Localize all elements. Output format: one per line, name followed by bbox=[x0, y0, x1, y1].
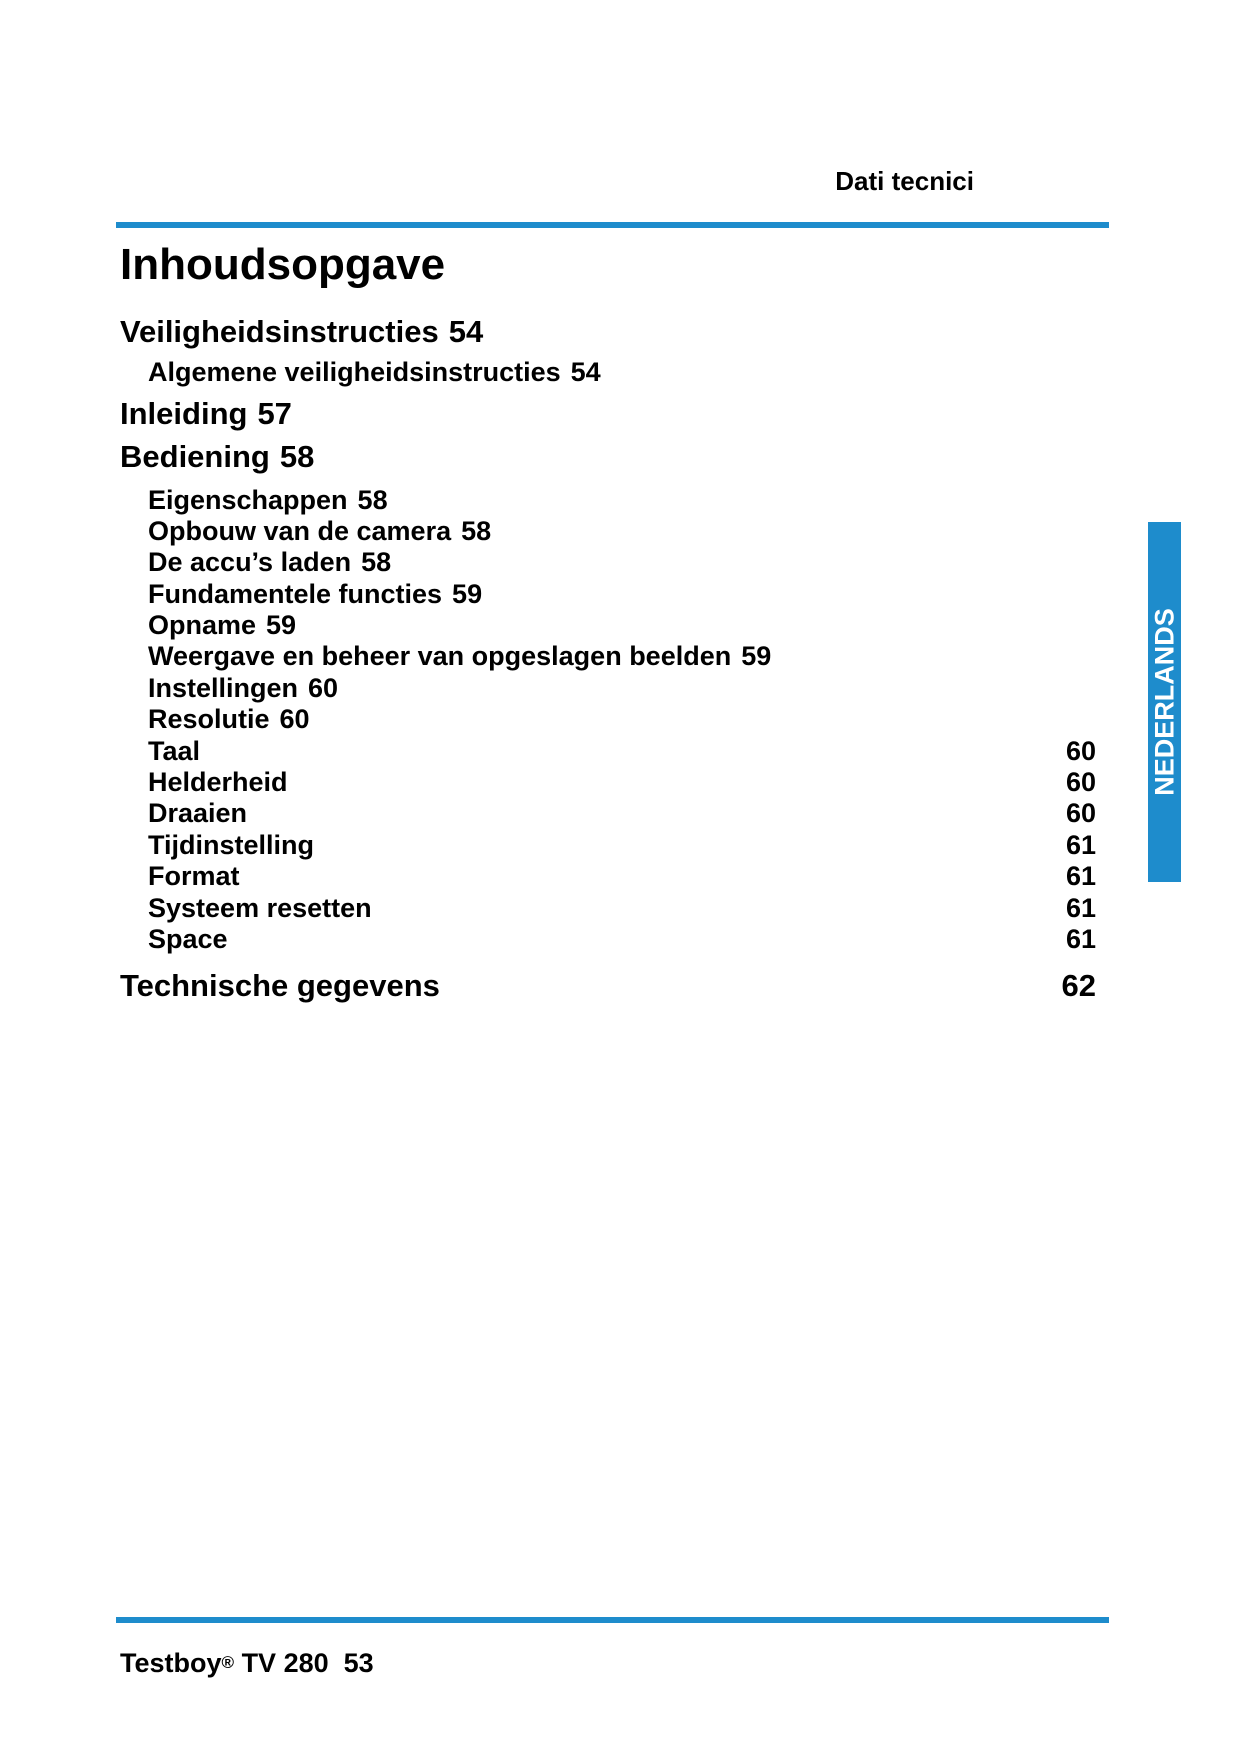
toc-entry-instellingen[interactable]: Instellingen 60 bbox=[148, 673, 339, 703]
toc-entry-resolutie[interactable]: Resolutie 60 bbox=[148, 704, 310, 734]
footer-rule bbox=[116, 1617, 1109, 1623]
toc-page-helderheid: 60 bbox=[1065, 767, 1096, 797]
toc-entry-technische-gegevens[interactable]: Technische gegevens bbox=[120, 968, 440, 1003]
toc-entry-inleiding[interactable]: Inleiding 57 bbox=[120, 396, 292, 431]
toc-page-space: 61 bbox=[1065, 924, 1096, 954]
header-title: Dati tecnici bbox=[835, 166, 974, 196]
toc-entry-fundamentele-functies[interactable]: Fundamentele functies 59 bbox=[148, 579, 483, 609]
toc-entry-weergave-en-beheer[interactable]: Weergave en beheer van opgeslagen beelden 59 bbox=[148, 641, 772, 671]
toc-entry-algemene-veiligheidsinstructies[interactable]: Algemene veiligheidsinstructies 54 bbox=[148, 357, 601, 387]
toc-entry-taal[interactable]: Taal bbox=[148, 736, 201, 766]
toc-page-tijdinstelling: 61 bbox=[1065, 830, 1096, 860]
toc-entry-opname[interactable]: Opname 59 bbox=[148, 610, 297, 640]
toc-page-taal: 60 bbox=[1065, 736, 1096, 766]
registered-mark: ® bbox=[221, 1653, 235, 1672]
toc-entry-space[interactable]: Space bbox=[148, 924, 228, 954]
header-rule bbox=[116, 222, 1109, 228]
toc-entry-format[interactable]: Format bbox=[148, 861, 240, 891]
toc-entry-draaien[interactable]: Draaien bbox=[148, 798, 248, 828]
footer-page-number: 53 bbox=[343, 1648, 374, 1678]
toc-page-systeem-resetten: 61 bbox=[1065, 893, 1096, 923]
page-title: Inhoudsopgave bbox=[120, 240, 446, 289]
toc-entry-opbouw-van-de-camera[interactable]: Opbouw van de camera 58 bbox=[148, 516, 492, 546]
toc-entry-systeem-resetten[interactable]: Systeem resetten bbox=[148, 893, 372, 923]
footer-model: TV 280 bbox=[241, 1648, 329, 1678]
toc-entry-tijdinstelling[interactable]: Tijdinstelling bbox=[148, 830, 315, 860]
language-side-tab bbox=[1148, 522, 1181, 882]
language-side-tab-label: NEDERLANDS bbox=[1149, 608, 1179, 796]
footer-brand: Testboy bbox=[120, 1648, 222, 1678]
toc-entry-veiligheidsinstructies[interactable]: Veiligheidsinstructies 54 bbox=[120, 314, 484, 349]
footer bbox=[120, 1648, 374, 1679]
toc-page-format: 61 bbox=[1065, 861, 1096, 891]
toc-entry-bediening[interactable]: Bediening 58 bbox=[120, 439, 315, 474]
toc-entry-eigenschappen[interactable]: Eigenschappen 58 bbox=[148, 485, 388, 515]
toc-page-technische-gegevens: 62 bbox=[1061, 968, 1096, 1003]
toc-page-draaien: 60 bbox=[1065, 798, 1096, 828]
toc-entry-de-accus-laden[interactable]: De accu’s laden 58 bbox=[148, 547, 392, 577]
toc-entry-helderheid[interactable]: Helderheid bbox=[148, 767, 288, 797]
